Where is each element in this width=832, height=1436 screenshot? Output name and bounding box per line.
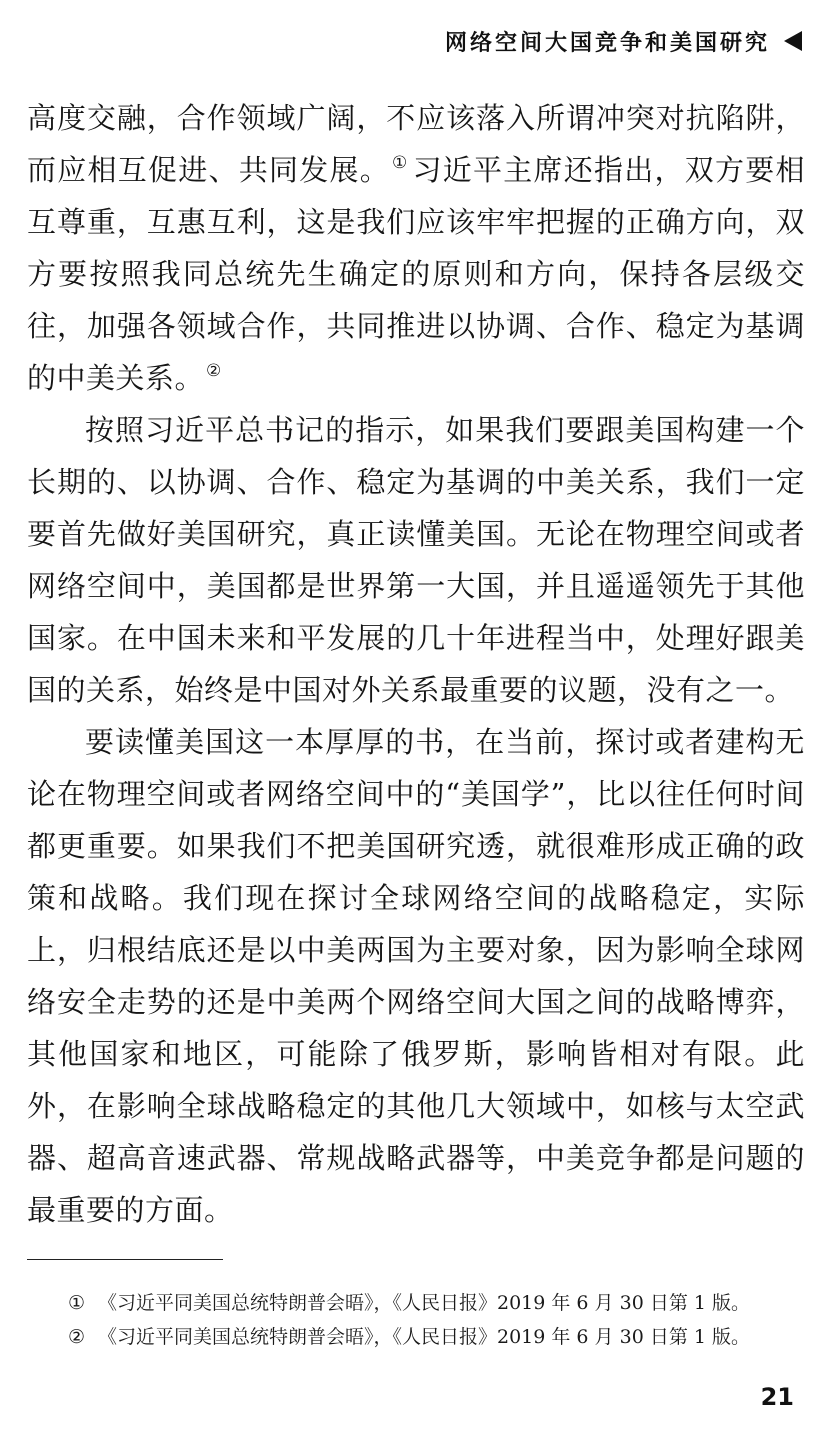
paragraph	[27, 92, 805, 404]
paragraph-text: 要读懂美国这一本厚厚的书，在当前，探讨或者建构无论在物理空间或者网络空间中的“美国学”，比以往任何时间都更重要。如果我们不把美国研究透，就很难形成正确的政策和战略。我们现在探讨全球网络空间的战略稳定，实际上，归根结底还是以中美两国为主要对象，因为影响全球网络安全走势的还是中美两个网络空间大国之间的战略博弈，其他国家和地区，可能除了俄罗斯，影响皆相对有限。此外，在影响全球战略稳定的其他几大领域中，如核与太空武器、超高音速武器、常规战略武器等，中美竞争都是问题的最重要的方面。	[27, 725, 805, 1227]
paragraph	[27, 716, 805, 1236]
left-arrow-icon	[784, 31, 802, 51]
footnote-rule	[27, 1259, 223, 1260]
paragraph-text: 习近平主席还指出，双方要相互尊重，互惠互利，这是我们应该牢牢把握的正确方向，双方要按照我同总统先生确定的原则和方向，保持各层级交往，加强各领域合作，共同推进以协调、合作、稳定为基调的中美关系。	[27, 153, 805, 395]
running-title: 网络空间大国竞争和美国研究	[444, 30, 770, 56]
paragraph-text: 按照习近平总书记的指示，如果我们要跟美国构建一个长期的、以协调、合作、稳定为基调的中美关系，我们一定要首先做好美国研究，真正读懂美国。无论在物理空间或者网络空间中，美国都是世界第一大国，并且遥遥领先于其他国家。在中国未来和平发展的几十年进程当中，处理好跟美国的关系，始终是中国对外关系最重要的议题，没有之一。	[27, 413, 805, 707]
paragraph	[27, 404, 805, 716]
footnotes	[68, 1286, 808, 1354]
footnote-ref: ②	[206, 361, 222, 381]
body-text	[27, 92, 805, 1236]
footnote-ref: ①	[392, 153, 409, 173]
footnote-text: 《习近平同美国总统特朗普会晤》，《人民日报》2019 年 6 月 30 日第 1 版。	[98, 1292, 750, 1314]
running-header	[445, 24, 802, 58]
footnote-mark: ①	[68, 1292, 86, 1314]
page-number: 21	[760, 1383, 794, 1411]
footnote-text: 《习近平同美国总统特朗普会晤》，《人民日报》2019 年 6 月 30 日第 1 版。	[98, 1326, 750, 1348]
footnote	[68, 1286, 808, 1320]
footnote	[68, 1320, 808, 1354]
paragraph-text: 高度交融，合作领域广阔，不应该落入所谓冲突对抗陷阱，而应相互促进、共同发展。	[27, 101, 805, 187]
footnote-mark: ②	[68, 1326, 86, 1348]
